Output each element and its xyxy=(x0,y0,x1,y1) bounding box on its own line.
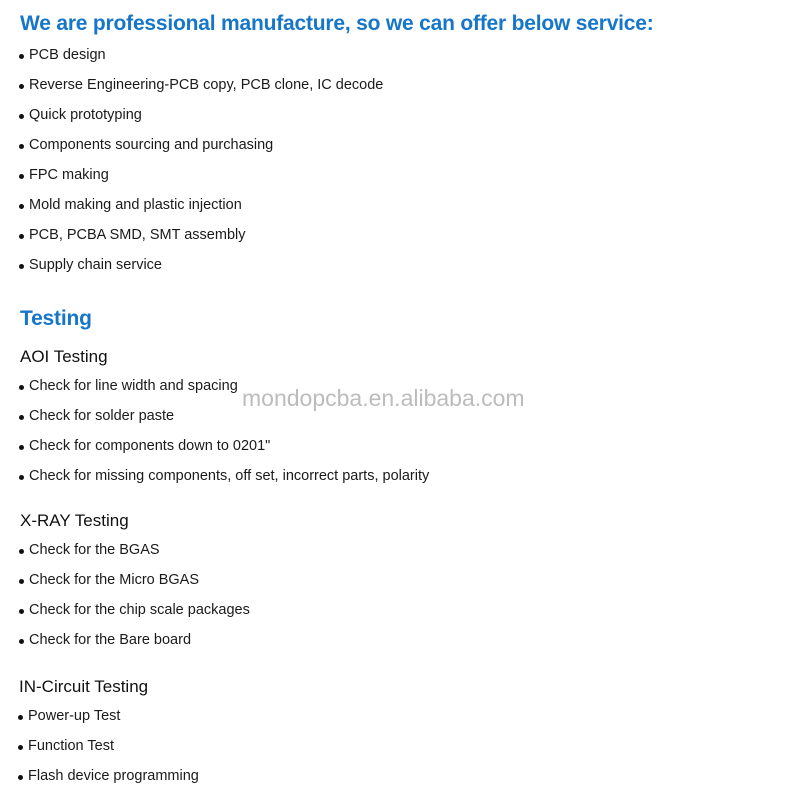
bullet-icon xyxy=(19,264,24,269)
list-item: Flash device programming xyxy=(18,768,199,784)
ict-testing-title: IN-Circuit Testing xyxy=(19,677,149,696)
list-item: Reverse Engineering-PCB copy, PCB clone, IC decode xyxy=(19,77,383,93)
watermark-text: mondopcba.en.alibaba.com xyxy=(242,385,525,411)
list-item: Check for line width and spacing xyxy=(19,378,238,394)
list-item: Check for the Micro BGAS xyxy=(19,572,199,588)
services-heading: We are professional manufacture, so we can offer below service: xyxy=(20,12,654,35)
bullet-icon xyxy=(19,84,24,89)
list-item: Check for the Bare board xyxy=(19,632,191,648)
bullet-icon xyxy=(18,775,23,780)
bullet-icon xyxy=(19,174,24,179)
bullet-icon xyxy=(19,114,24,119)
bullet-icon xyxy=(19,445,24,450)
bullet-icon xyxy=(19,609,24,614)
list-item: Check for missing components, off set, incorrect parts, polarity xyxy=(19,468,429,484)
bullet-icon xyxy=(19,475,24,480)
list-item: Check for components down to 0201" xyxy=(19,438,270,454)
xray-testing-title: X-RAY Testing xyxy=(20,511,129,530)
bullet-icon xyxy=(19,385,24,390)
list-item: PCB design xyxy=(19,47,106,63)
testing-heading: Testing xyxy=(20,307,92,330)
bullet-icon xyxy=(18,715,23,720)
bullet-icon xyxy=(19,549,24,554)
list-item: Components sourcing and purchasing xyxy=(19,137,273,153)
list-item: Check for the chip scale packages xyxy=(19,602,250,618)
list-item: FPC making xyxy=(19,167,109,183)
bullet-icon xyxy=(19,639,24,644)
bullet-icon xyxy=(19,415,24,420)
list-item: Check for solder paste xyxy=(19,408,174,424)
list-item: Check for the BGAS xyxy=(19,542,160,558)
list-item: Supply chain service xyxy=(19,257,162,273)
bullet-icon xyxy=(19,579,24,584)
bullet-icon xyxy=(19,144,24,149)
aoi-testing-title: AOI Testing xyxy=(20,347,108,366)
list-item: Function Test xyxy=(18,738,114,754)
list-item: Mold making and plastic injection xyxy=(19,197,242,213)
bullet-icon xyxy=(19,54,24,59)
list-item: Quick prototyping xyxy=(19,107,142,123)
bullet-icon xyxy=(18,745,23,750)
bullet-icon xyxy=(19,204,24,209)
list-item: PCB, PCBA SMD, SMT assembly xyxy=(19,227,245,243)
bullet-icon xyxy=(19,234,24,239)
list-item: Power-up Test xyxy=(18,708,120,724)
